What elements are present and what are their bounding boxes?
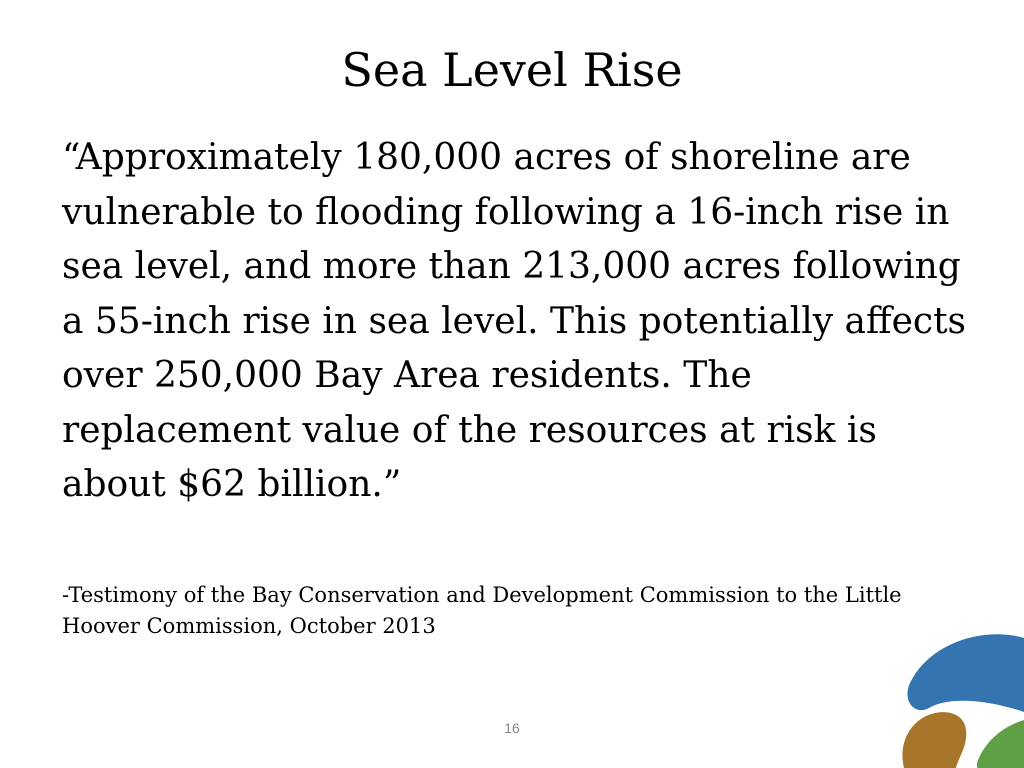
logo-brown-shape xyxy=(902,712,966,768)
logo-blue-shape xyxy=(907,634,1024,712)
quote-attribution: -Testimony of the Bay Conservation and Development Commission to the Little Hoover Commission, October 2013 xyxy=(62,583,902,638)
slide-title: Sea Level Rise xyxy=(341,43,683,97)
quote-text: “Approximately 180,000 acres of shoreline are vulnerable to flooding following a 16-inch rise in sea level, and more than 213,000 acres following a 55-inch rise in sea level. This potentially affects over 250,000 Bay Area residents. The replacement value of the resources at risk is about $62 billion.” xyxy=(62,137,967,505)
page-number: 16 xyxy=(504,720,520,736)
organization-logo-icon xyxy=(894,608,1024,768)
logo-green-shape xyxy=(977,720,1024,768)
